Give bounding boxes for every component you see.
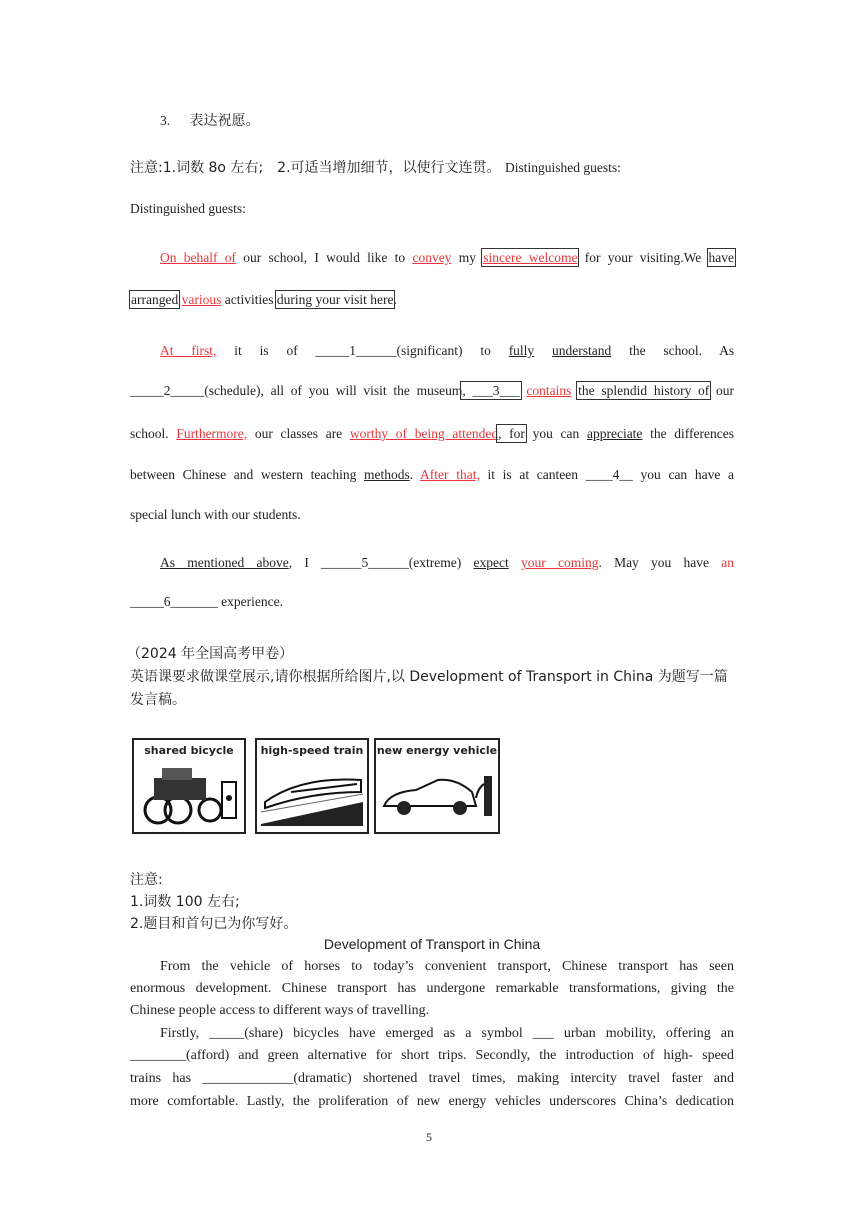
word: appreciate (586, 426, 643, 441)
word: understand (552, 343, 612, 358)
essay-line-3: Chinese people access to different ways of travelling. (130, 1003, 430, 1018)
boxed-word: , for (498, 426, 525, 441)
figure-high-speed-train (255, 738, 369, 834)
figure-new-energy-vehicle (374, 738, 500, 834)
source-label: （2024 年全国高考甲卷） (127, 646, 294, 662)
boxed-word: arranged (131, 292, 179, 307)
note-2-label: 注意: (130, 872, 163, 888)
essay-line-6: trains has _____________(dramatic) shortened travel times, making intercity travel faster and (130, 1071, 734, 1086)
text: our classes are (247, 426, 350, 441)
phrase: various (181, 292, 222, 307)
boxed-phrase: during your visit here (276, 292, 394, 307)
text: the differences (642, 426, 735, 441)
phrase: Furthermore, (176, 426, 248, 441)
p1-line-1 (130, 250, 734, 266)
p2-line-5: special lunch with our students. (130, 507, 301, 522)
note-2-item-2: 2.题目和首句已为你写好。 (130, 916, 298, 932)
text: for your visiting.We (577, 250, 709, 265)
phrase: After that, (420, 467, 480, 482)
word: expect (473, 555, 509, 570)
phrase: worthy of being attended (349, 426, 499, 441)
p3-line-2: _____6_______ experience. (130, 594, 283, 609)
phrase: On behalf of (160, 250, 236, 265)
prompt-line-2: 发言稿。 (130, 692, 186, 708)
item-3 (160, 110, 260, 130)
p2-line-1 (130, 343, 734, 359)
essay-line-5: ________(afford) and green alternative for short trips. Secondly, the introduction of high- speed (130, 1048, 734, 1063)
figure-label: new energy vehicle (376, 744, 498, 757)
antique-car-icon (138, 762, 240, 826)
essay-line-2: enormous development. Chinese transport has undergone remarkable transformations, giving the (130, 981, 734, 996)
word: fully (508, 343, 535, 358)
text: you can (524, 426, 587, 441)
train-icon (261, 762, 363, 826)
p1-line-2 (131, 292, 397, 308)
text (509, 555, 521, 570)
note-label: 注意 (130, 160, 158, 176)
word: it (234, 343, 242, 358)
item-number: 3. (160, 113, 171, 128)
essay-line-7: more comfortable. Lastly, the proliferation of new energy vehicles underscores China’s dedication (130, 1094, 734, 1109)
word: the (629, 343, 646, 358)
text: our (709, 383, 734, 398)
item-text: 表达祝愿。 (189, 113, 260, 129)
essay-line-4: Firstly, _____(share) bicycles have emerged as a symbol ___ urban mobility, offering an (160, 1026, 734, 1041)
boxed-phrase: sincere welcome (483, 250, 578, 265)
prompt-line-1: 英语课要求做课堂展示,请你根据所给图片,以 Development of Transport in China 为题写一篇 (130, 669, 728, 685)
essay-title: Development of Transport in China (323, 936, 541, 952)
text: our school, I would like to (236, 250, 413, 265)
p2-line-3 (130, 426, 734, 442)
note-2-item-1: 1.词数 100 左右; (130, 894, 240, 910)
text: . May you have (598, 555, 722, 570)
word: is (259, 343, 269, 358)
note-line (130, 157, 621, 177)
word: As (719, 343, 735, 358)
p3-line-1 (130, 555, 734, 571)
word: to (480, 343, 491, 358)
figure-shared-bicycle (132, 738, 246, 834)
phrase: As mentioned above (160, 555, 289, 570)
p2-line-4 (130, 467, 734, 483)
phrase: At first, (160, 343, 217, 358)
figure-label: high-speed train (260, 744, 364, 757)
text: activities (221, 292, 277, 307)
boxed-phrase: the splendid history of (578, 383, 710, 398)
phrase: your coming (520, 555, 599, 570)
word: school. (663, 343, 703, 358)
text: my (451, 250, 484, 265)
page-number: 5 (426, 1130, 432, 1144)
electric-car-icon (380, 762, 494, 826)
blank-1: _____1______(significant) (315, 343, 463, 358)
word: an (721, 555, 734, 570)
blank-3: , ___3___ (462, 383, 520, 398)
word: of (286, 343, 298, 358)
note-text: :1.词数 8o 左右; 2.可适当增加细节，以使行文连贯。 (158, 160, 501, 176)
word: methods (364, 467, 410, 482)
greeting: Distinguished guests: (130, 201, 246, 216)
text: it is at canteen ____4__ you can have a (479, 467, 734, 482)
text: , I ______5______(extreme) (288, 555, 474, 570)
phrase: convey (412, 250, 452, 265)
boxed-word: have (708, 250, 734, 265)
text: . (393, 292, 397, 307)
p2-line-2 (130, 383, 734, 399)
text: _____2_____(schedule), all of you will visit the museum (130, 383, 463, 398)
note-trailing-text: Distinguished guests: (504, 160, 621, 175)
figure-label: shared bicycle (144, 744, 234, 757)
text: between Chinese and western teaching (130, 467, 364, 482)
text: school. (130, 426, 177, 441)
phrase: contains (526, 383, 572, 398)
essay-line-1: From the vehicle of horses to today’s convenient transport, Chinese transport has seen (160, 959, 734, 974)
text: . (409, 467, 421, 482)
